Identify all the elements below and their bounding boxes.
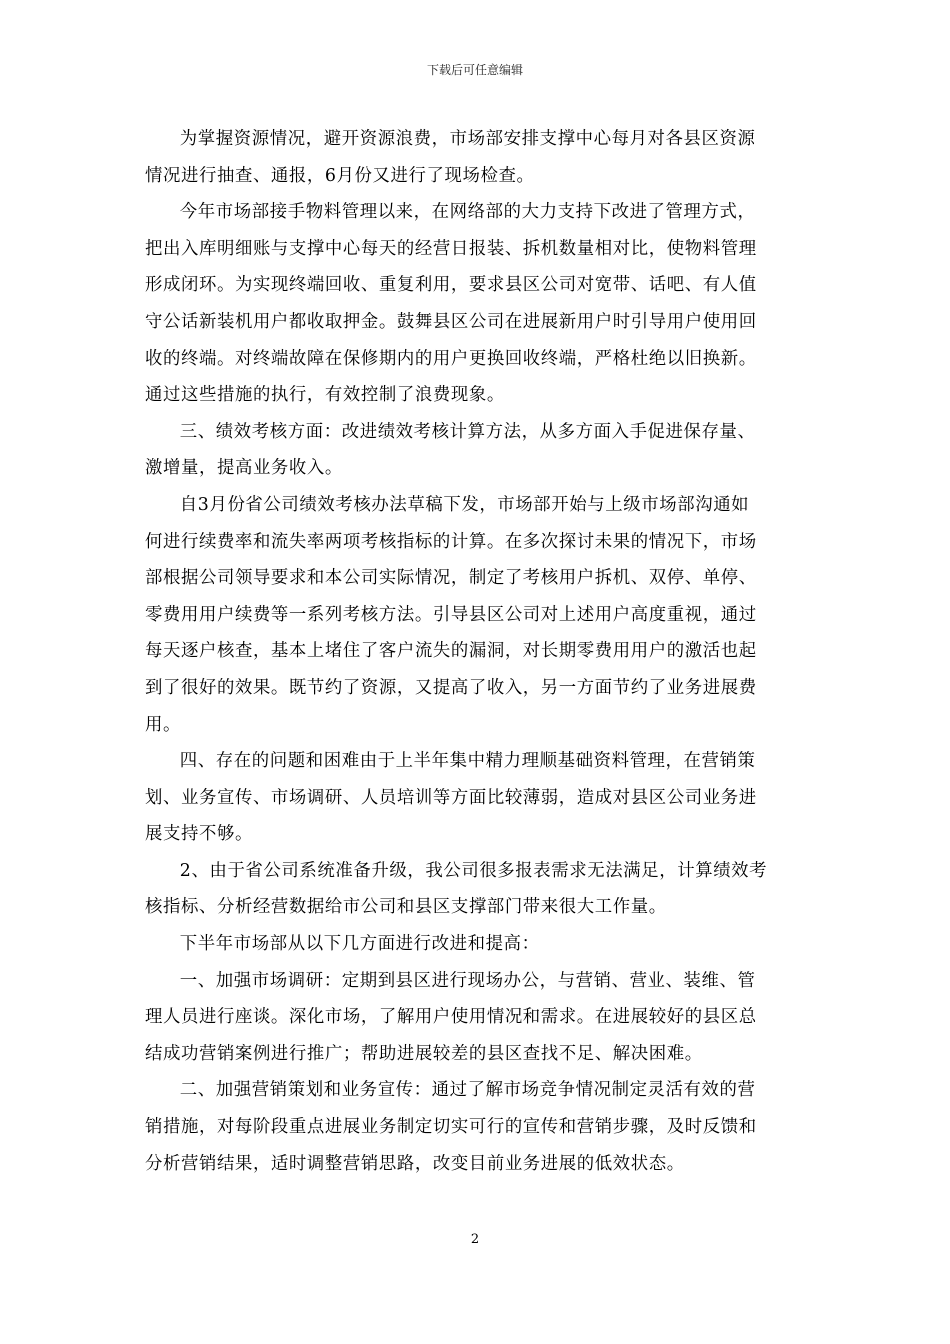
paragraph-material-management <box>145 194 810 414</box>
text-line: 下半年市场部从以下几方面进行改进和提高： <box>179 934 540 955</box>
text-line: 收的终端。对终端故障在保修期内的用户更换回收终端，严格杜绝以旧换新。 <box>145 348 757 369</box>
paragraph-second-half-intro <box>145 926 810 963</box>
text-line: 为掌握资源情况，避开资源浪费，市场部安排支撑中心每月对各县区资源 <box>179 129 756 149</box>
text-line: 把出入库明细账与支撑中心每天的经营日报装、拆机数量相对比，使物料管理 <box>145 238 757 259</box>
paragraph-marketing-planning <box>145 1072 810 1182</box>
text-line: 到了很好的效果。既节约了资源，又提高了收入，另一方面节约了业务进展费 <box>145 677 757 698</box>
text-line: 三、绩效考核方面：改进绩效考核计算方法，从多方面入手促进保存量、 <box>179 421 756 442</box>
paragraph-performance-detail <box>145 487 810 743</box>
paragraph-performance-heading <box>145 414 810 487</box>
paragraph-problems <box>145 743 810 853</box>
paragraph-system-upgrade <box>145 853 810 926</box>
text-line: 结成功营销案例进行推广；帮助进展较差的县区查找不足、解决困难。 <box>145 1043 703 1064</box>
text-line: 自3月份省公司绩效考核办法草稿下发，市场部开始与上级市场部沟通如 <box>179 494 750 515</box>
text-line: 展支持不够。 <box>145 824 253 845</box>
page-number: 2 <box>470 1232 480 1247</box>
text-line: 形成闭环。为实现终端回收、重复利用，要求县区公司对宽带、话吧、有人值 <box>145 275 757 296</box>
text-line: 四、存在的问题和困难由于上半年集中精力理顺基础资料管理，在营销策 <box>179 751 756 772</box>
text-line: 分析营销结果，适时调整营销思路，改变目前业务进展的低效状态。 <box>145 1153 685 1174</box>
text-line: 理人员进行座谈。深化市场，了解用户使用情况和需求。在进展较好的县区总 <box>145 1007 757 1028</box>
text-line: 何进行续费率和流失率两项考核指标的计算。在多次探讨未果的情况下，市场 <box>145 531 757 552</box>
page-header: 下载后可任意编辑 <box>426 63 523 77</box>
text-line: 用。 <box>145 714 181 735</box>
text-line: 每天逐户核查，基本上堵住了客户流失的漏洞，对长期零费用用户的激活也起 <box>145 641 757 662</box>
paragraph-resource-check <box>145 121 810 194</box>
text-line: 情况进行抽查、通报，6月份又进行了现场检查。 <box>145 165 535 186</box>
text-line: 通过这些措施的执行，有效控制了浪费现象。 <box>145 385 505 406</box>
text-line: 一、加强市场调研：定期到县区进行现场办公，与营销、营业、装维、管 <box>179 970 756 991</box>
text-line: 零费用用户续费等一系列考核方法。引导县区公司对上述用户高度重视，通过 <box>145 604 757 625</box>
paragraph-market-research <box>145 963 810 1073</box>
text-line: 2、由于省公司系统准备升级，我公司很多报表需求无法满足，计算绩效考 <box>179 860 768 881</box>
document-body <box>145 121 810 1182</box>
text-line: 部根据公司领导要求和本公司实际情况，制定了考核用户拆机、双停、单停、 <box>145 568 757 589</box>
text-line: 划、业务宣传、市场调研、人员培训等方面比较薄弱，造成对县区公司业务进 <box>145 787 757 808</box>
text-line: 二、加强营销策划和业务宣传：通过了解市场竞争情况制定灵活有效的营 <box>179 1080 756 1101</box>
text-line: 核指标、分析经营数据给市公司和县区支撑部门带来很大工作量。 <box>145 897 667 918</box>
text-line: 今年市场部接手物料管理以来，在网络部的大力支持下改进了管理方式， <box>179 202 756 223</box>
text-line: 守公话新装机用户都收取押金。鼓舞县区公司在进展新用户时引导用户使用回 <box>145 311 757 332</box>
text-line: 激增量，提高业务收入。 <box>145 458 343 479</box>
text-line: 销措施，对每阶段重点进展业务制定切实可行的宣传和营销步骤，及时反馈和 <box>145 1117 757 1138</box>
